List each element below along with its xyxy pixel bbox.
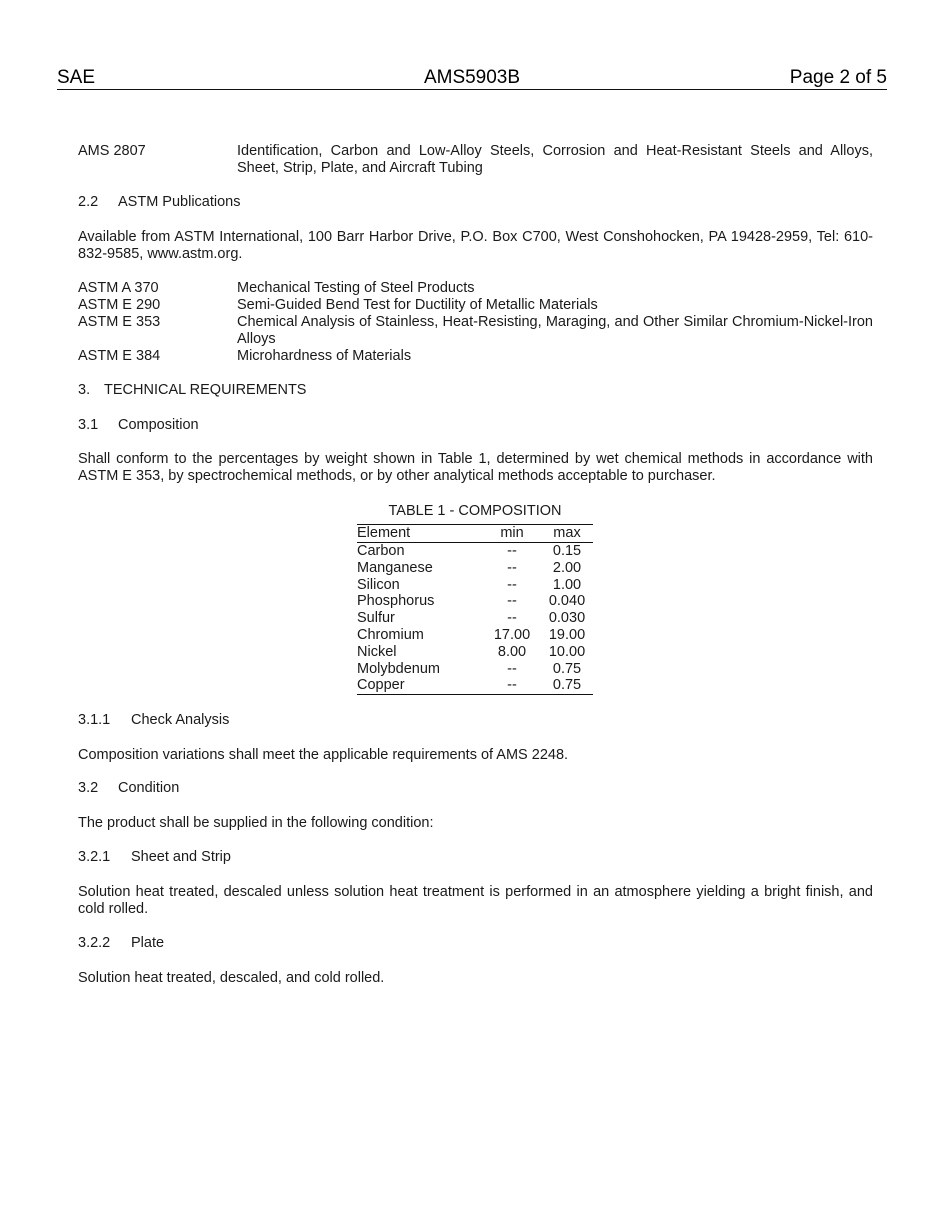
table-row bbox=[357, 627, 593, 644]
element-cell: Carbon bbox=[357, 543, 405, 559]
table-row bbox=[357, 661, 593, 678]
max-cell: 0.75 bbox=[552, 677, 582, 694]
min-cell: 8.00 bbox=[497, 643, 527, 660]
section-title: TECHNICAL REQUIREMENTS bbox=[104, 382, 307, 398]
header-org: SAE bbox=[57, 67, 96, 88]
min-cell: -- bbox=[507, 576, 517, 593]
max-cell: 1.00 bbox=[552, 576, 582, 593]
section-title: ASTM Publications bbox=[118, 194, 241, 210]
page-header bbox=[57, 67, 887, 90]
min-cell: -- bbox=[507, 559, 517, 576]
element-cell: Silicon bbox=[357, 576, 400, 593]
min-cell: -- bbox=[507, 610, 517, 627]
check-analysis-text: Composition variations shall meet the applicable requirements of AMS 2248. bbox=[78, 747, 569, 763]
ref-description: Identification, Carbon and Low-Alloy Steels, Corrosion and Heat-Resistant Steels and Alloys, Sheet, Strip, Plate, and Aircraft Tubing bbox=[237, 143, 873, 176]
table-row bbox=[357, 677, 593, 694]
section-number: 2.2 bbox=[78, 194, 99, 210]
ref-id: ASTM E 290 bbox=[78, 297, 161, 313]
max-cell: 0.040 bbox=[548, 593, 586, 610]
ref-description: Semi-Guided Bend Test for Ductility of Metallic Materials bbox=[237, 297, 598, 313]
column-header: Element bbox=[357, 525, 411, 541]
composition-table bbox=[357, 524, 593, 695]
sheet-strip-text: Solution heat treated, descaled unless solution heat treatment is performed in an atmosphere yielding a bright finish, and cold rolled. bbox=[78, 884, 873, 917]
ref-id: AMS 2807 bbox=[78, 143, 146, 159]
section-title: Check Analysis bbox=[131, 712, 230, 728]
table-row bbox=[357, 593, 593, 610]
condition-text: The product shall be supplied in the following condition: bbox=[78, 815, 434, 831]
section-title: Condition bbox=[118, 780, 180, 796]
section-number: 3.2.2 bbox=[78, 935, 111, 951]
element-cell: Sulfur bbox=[357, 610, 395, 627]
min-cell: -- bbox=[507, 677, 517, 694]
table-row bbox=[357, 560, 593, 577]
max-cell: 2.00 bbox=[552, 559, 582, 576]
column-header: max bbox=[553, 525, 581, 541]
section-number: 3. bbox=[78, 382, 91, 398]
min-cell: -- bbox=[507, 543, 517, 559]
table-row bbox=[357, 610, 593, 627]
table-row bbox=[357, 644, 593, 661]
section-title: Plate bbox=[131, 935, 165, 951]
element-cell: Molybdenum bbox=[357, 660, 441, 677]
section-number: 3.2.1 bbox=[78, 849, 111, 865]
composition-text: Shall conform to the percentages by weight shown in Table 1, determined by wet chemical methods in accordance with ASTM E 353, by spectrochemical methods, or by other analytical methods acceptable to purchaser. bbox=[78, 451, 873, 484]
ref-description: Microhardness of Materials bbox=[237, 348, 412, 364]
element-cell: Phosphorus bbox=[357, 593, 435, 610]
max-cell: 19.00 bbox=[548, 626, 586, 643]
table-row bbox=[357, 577, 593, 594]
section-number: 3.1 bbox=[78, 417, 99, 433]
table-title: TABLE 1 - COMPOSITION bbox=[388, 503, 562, 519]
element-cell: Manganese bbox=[357, 559, 433, 576]
ref-description: Chemical Analysis of Stainless, Heat-Resisting, Maraging, and Other Similar Chromium-Nickel-Iron Alloys bbox=[237, 314, 873, 347]
astm-availability: Available from ASTM International, 100 Barr Harbor Drive, P.O. Box C700, West Conshohocken, PA 19428-2959, Tel: 610-832-9585, www.astm.org. bbox=[78, 229, 873, 262]
header-doc-id: AMS5903B bbox=[423, 67, 521, 88]
section-title: Sheet and Strip bbox=[131, 849, 231, 865]
element-cell: Nickel bbox=[357, 643, 397, 660]
max-cell: 10.00 bbox=[548, 643, 586, 660]
element-cell: Chromium bbox=[357, 626, 424, 643]
ref-id: ASTM A 370 bbox=[78, 280, 159, 296]
max-cell: 0.030 bbox=[548, 610, 586, 627]
ref-description: Mechanical Testing of Steel Products bbox=[237, 280, 475, 296]
ref-id: ASTM E 353 bbox=[78, 314, 161, 330]
section-number: 3.1.1 bbox=[78, 712, 111, 728]
min-cell: -- bbox=[507, 593, 517, 610]
table-row bbox=[357, 543, 593, 560]
column-header: min bbox=[500, 525, 524, 541]
section-number: 3.2 bbox=[78, 780, 99, 796]
header-page-number: Page 2 of 5 bbox=[789, 67, 887, 88]
max-cell: 0.75 bbox=[552, 660, 582, 677]
ref-id: ASTM E 384 bbox=[78, 348, 161, 364]
element-cell: Copper bbox=[357, 677, 405, 694]
table-header-row bbox=[357, 525, 593, 543]
section-title: Composition bbox=[118, 417, 199, 433]
min-cell: 17.00 bbox=[493, 626, 531, 643]
min-cell: -- bbox=[507, 660, 517, 677]
max-cell: 0.15 bbox=[552, 543, 582, 559]
plate-text: Solution heat treated, descaled, and cold rolled. bbox=[78, 970, 385, 986]
